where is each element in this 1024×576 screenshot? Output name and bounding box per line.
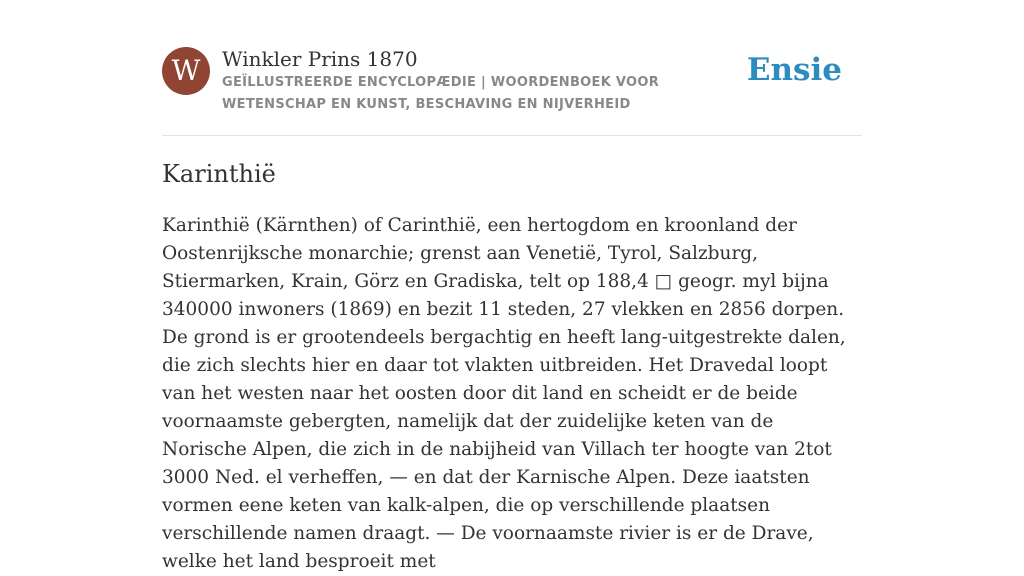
site-title[interactable]: Winkler Prins 1870 bbox=[222, 47, 418, 71]
site-subtitle: GEÏLLUSTREERDE ENCYCLOPÆDIE | WOORDENBOEK VOOR WETENSCHAP EN KUNST, BESCHAVING EN NIJVERHEID bbox=[222, 75, 660, 112]
brand-logo[interactable]: Ensie bbox=[746, 52, 842, 88]
avatar[interactable]: W bbox=[162, 47, 210, 95]
article-title: Karinthië bbox=[162, 160, 276, 188]
article-body: Karinthië (Kärnthen) of Carinthië, een hertogdom en kroonland der Oostenrijksche monarchie; grenst aan Venetië, Tyrol, Salzburg, Stiermarken, Krain, Görz en Gradiska, telt op 188,4 □ geogr. myl bijna 340000 inwoners (1869) en bezit 11 steden, 27 vlekken en 2856 dorpen. De grond is er grootendeels bergachtig en heeft lang-uitgestrekte dalen, die zich slechts hier en daar tot vlakten uitbreiden. Het Dravedal loopt van het westen naar het oosten door dit land en scheidt er de beide voornaamste gebergten, namelijk dat der zuidelijke keten van de Norische Alpen, die zich in de nabijheid van Villach ter hoogte van 2tot 3000 Ned. el verheffen, — en dat der Karnische Alpen. Deze iaatsten vormen eene keten van kalk-alpen, die op verschillende plaatsen verschillende namen draagt. — De voornaamste rivier is er de Drave, welke het land besproeit met bbox=[162, 215, 846, 572]
site-header bbox=[162, 46, 862, 136]
header-divider bbox=[162, 135, 862, 136]
